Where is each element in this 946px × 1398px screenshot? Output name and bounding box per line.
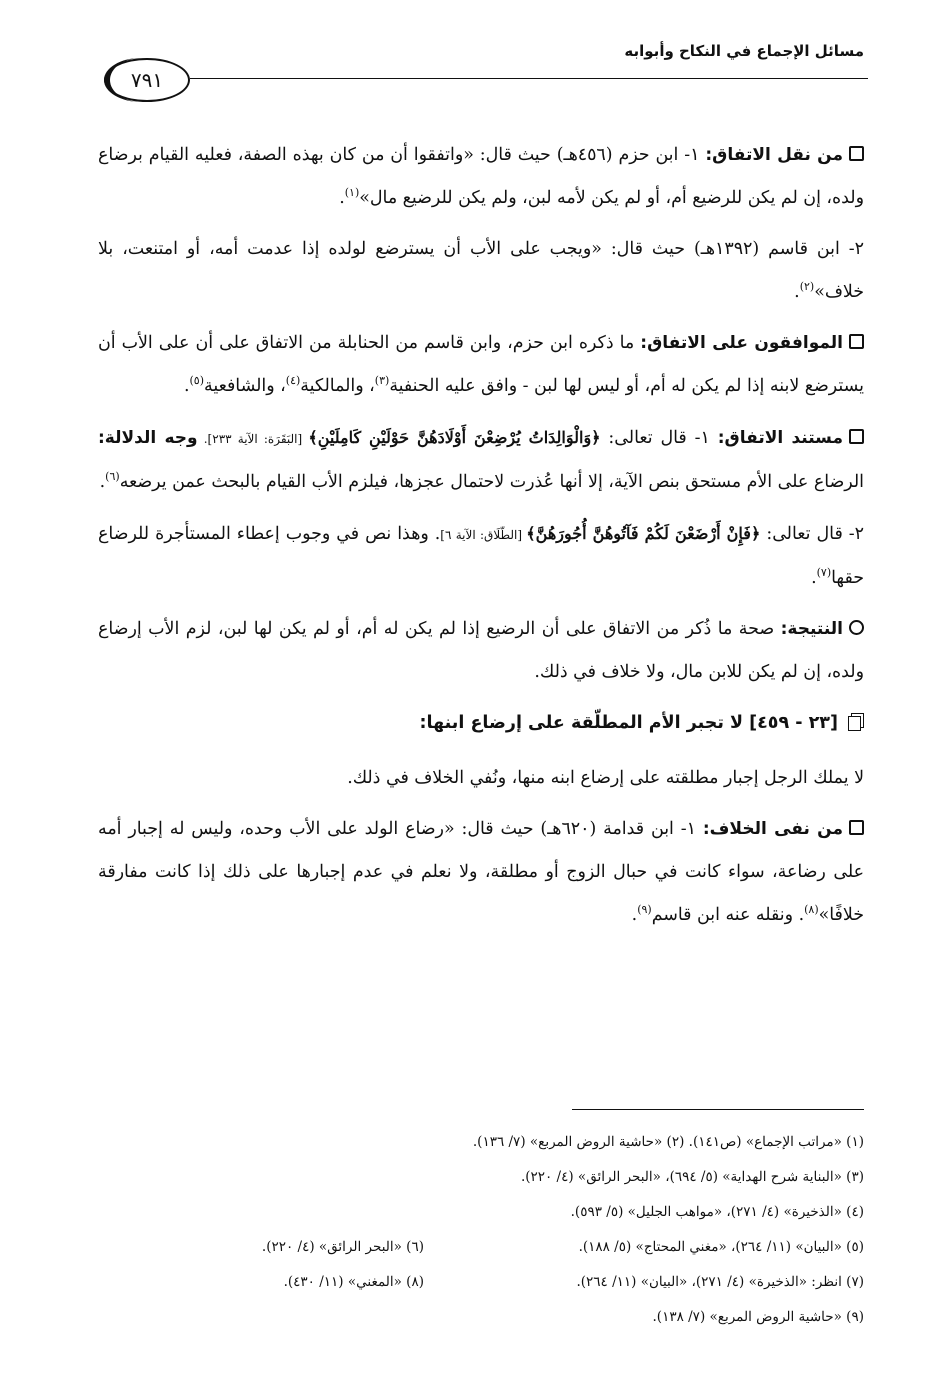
footnote-row	[98, 1194, 864, 1229]
footnote-row	[98, 1264, 864, 1299]
header-rule	[190, 78, 868, 79]
agreeing-text-c: ، والشافعية	[204, 376, 286, 396]
transmitters-text: ١- ابن حزم (٤٥٦هـ) حيث قال: «واتفقوا أن من كان بهذه الصفة، فعليه القيام برضاع ولده، إن لم يكن للرضيع أم، أو لم يكن لأمه لبن، ولم يكن للرضيع مال»	[98, 145, 864, 208]
punctuation: .	[631, 905, 638, 925]
footnote: (٥) «البيان» (١١/ ٢٦٤)، «مغني المحتاج» (٥/ ١٨٨).	[578, 1238, 864, 1255]
result-text: صحة ما ذُكر من الاتفاق على أن الرضيع إذا لم يكن له أم، أو لم يكن لها لبن، لزم الأب إرضاع ولده، إن لم يكن للابن مال، ولا خلاف في ذلك.	[98, 619, 864, 682]
footnote-ref[interactable]: (٨)	[804, 903, 819, 917]
punctuation: .	[183, 376, 190, 396]
basis-text: ١- قال تعالى:	[600, 428, 718, 448]
negation-text: ١- ابن قدامة (٦٢٠هـ) حيث قال: «رضاع الولد على الأب وحده، وليس له إجبار أمه على رضاعة، سواء كانت في حبال الزوج أو مطلقة، ولا نعلم في عدم إجبارها على ذلك إذا كانت مفارقة خلافًا»	[98, 819, 864, 925]
footnote: (٨) «المغني» (١١/ ٤٣٠).	[283, 1273, 424, 1290]
square-bullet-icon	[849, 334, 864, 349]
result-label: النتيجة:	[780, 619, 843, 639]
square-bullet-icon	[849, 820, 864, 835]
paragraph-statement	[98, 757, 864, 800]
footnote-ref[interactable]: (١)	[344, 186, 360, 200]
basis-label: مستند الاتفاق:	[717, 428, 844, 448]
verse-reference: [البَقَرَة: الآية ٢٣٣].	[197, 432, 309, 446]
paragraph-agreeing	[98, 322, 864, 408]
punctuation: .	[811, 568, 817, 588]
agreeing-label: الموافقون على الاتفاق:	[640, 333, 843, 353]
evidence-label: وجه الدلالة:	[98, 428, 198, 448]
paragraph-ibn-qasim	[98, 228, 864, 314]
paragraph-basis	[98, 416, 864, 504]
paragraph-transmitters	[98, 134, 864, 220]
footnote-separator	[572, 1109, 864, 1110]
footnote: (٩) «حاشية الروض المربع» (٧/ ١٣٨).	[652, 1308, 864, 1325]
footnote-ref[interactable]: (٥)	[189, 374, 205, 388]
footnote-ref[interactable]: (٩)	[637, 903, 652, 917]
footnote-ref[interactable]: (٧)	[816, 566, 832, 580]
second-verse-intro: ٢- قال تعالى:	[760, 524, 864, 544]
paragraph-second-verse	[98, 512, 864, 600]
page-number-badge	[104, 58, 190, 102]
paragraph-result	[98, 608, 864, 694]
agreeing-text-b: ، والمالكية	[300, 376, 375, 396]
section-heading-text: [٢٣ - ٤٥٩] لا تجبر الأم المطلّقة على إرضاع ابنها:	[419, 713, 838, 733]
running-title: مسائل الإجماع في النكاح وأبوابه	[624, 42, 864, 60]
footnote: (١) «مراتب الإجماع» (ص١٤١). (٢) «حاشية الروض المربع» (٧/ ١٣٦).	[472, 1133, 864, 1150]
footnote-row	[98, 1229, 864, 1264]
transmitters-label: من نقل الاتفاق:	[705, 145, 843, 165]
agreeing-text: ما ذكره ابن حزم، وابن قاسم من الحنابلة من الاتفاق على أن على الأب أن يسترضع لابنه إذا لم يكن له أم، أو ليس لها لبن - وافق عليه الحنفية	[98, 333, 864, 396]
negation-text-b: . ونقله عنه ابن قاسم	[651, 905, 805, 925]
footnote-row	[98, 1299, 864, 1334]
footnote: (٧) انظر: «الذخيرة» (٤/ ٢٧١)، «البيان» (١١/ ٢٦٤).	[576, 1273, 864, 1290]
quran-verse: ﴿وَالْوَالِدَاتُ يُرْضِعْنَ أَوْلَادَهُنَّ حَوْلَيْنِ كَامِلَيْنِ﴾	[308, 428, 601, 447]
quran-verse: ﴿فَإِنْ أَرْضَعْنَ لَكُمْ فَآتُوهُنَّ أُجُورَهُنَّ﴾	[526, 524, 761, 543]
square-bullet-icon	[849, 146, 864, 161]
footnotes	[98, 1124, 864, 1334]
evidence-text: الرضاع على الأم مستحق بنص الآية، إلا أنها عُذرت لاحتمال عجزها، فيلزم الأب القيام بالبحث عمن يرضعه	[119, 472, 864, 492]
verse-reference: [الطّلَاق: الآية ٦]	[440, 528, 527, 542]
paragraph-negation	[98, 808, 864, 937]
punctuation: .	[99, 472, 106, 492]
second-verse-text: . وهذا نص في وجوب إعطاء المستأجرة للرضاع حقها	[98, 524, 864, 588]
circle-bullet-icon	[849, 620, 864, 635]
punctuation: .	[339, 188, 345, 208]
footnote: (٦) «البحر الرائق» (٤/ ٢٢٠).	[261, 1238, 424, 1255]
negation-label: من نفى الخلاف:	[702, 819, 843, 839]
footnote-ref[interactable]: (٣)	[374, 374, 390, 388]
footnote-row	[98, 1159, 864, 1194]
punctuation: .	[794, 282, 800, 302]
footnote: (٤) «الذخيرة» (٤/ ٢٧١)، «مواهب الجليل» (٥/ ٥٩٣).	[570, 1203, 864, 1220]
footnote: (٣) «البناية شرح الهداية» (٥/ ٦٩٤)، «البحر الرائق» (٤/ ٢٢٠).	[520, 1168, 864, 1185]
footnote-ref[interactable]: (٤)	[285, 374, 301, 388]
footnote-row	[98, 1124, 864, 1159]
statement-text: لا يملك الرجل إجبار مطلقته على إرضاع ابنه منها، ونُفي الخلاف في ذلك.	[347, 768, 864, 788]
square-bullet-icon	[849, 429, 864, 444]
ibn-qasim-text: ٢- ابن قاسم (١٣٩٢هـ) حيث قال: «ويجب على الأب أن يسترضع لولده إذا عدمت أمه، أو امتنعت، بلا خلاف»	[98, 239, 864, 302]
page-number: ٧٩١	[130, 68, 164, 92]
footnote-ref[interactable]: (٦)	[105, 470, 120, 484]
main-text	[98, 134, 864, 945]
section-heading	[98, 702, 864, 745]
documents-icon	[848, 713, 864, 731]
footnote-ref[interactable]: (٢)	[799, 280, 815, 294]
